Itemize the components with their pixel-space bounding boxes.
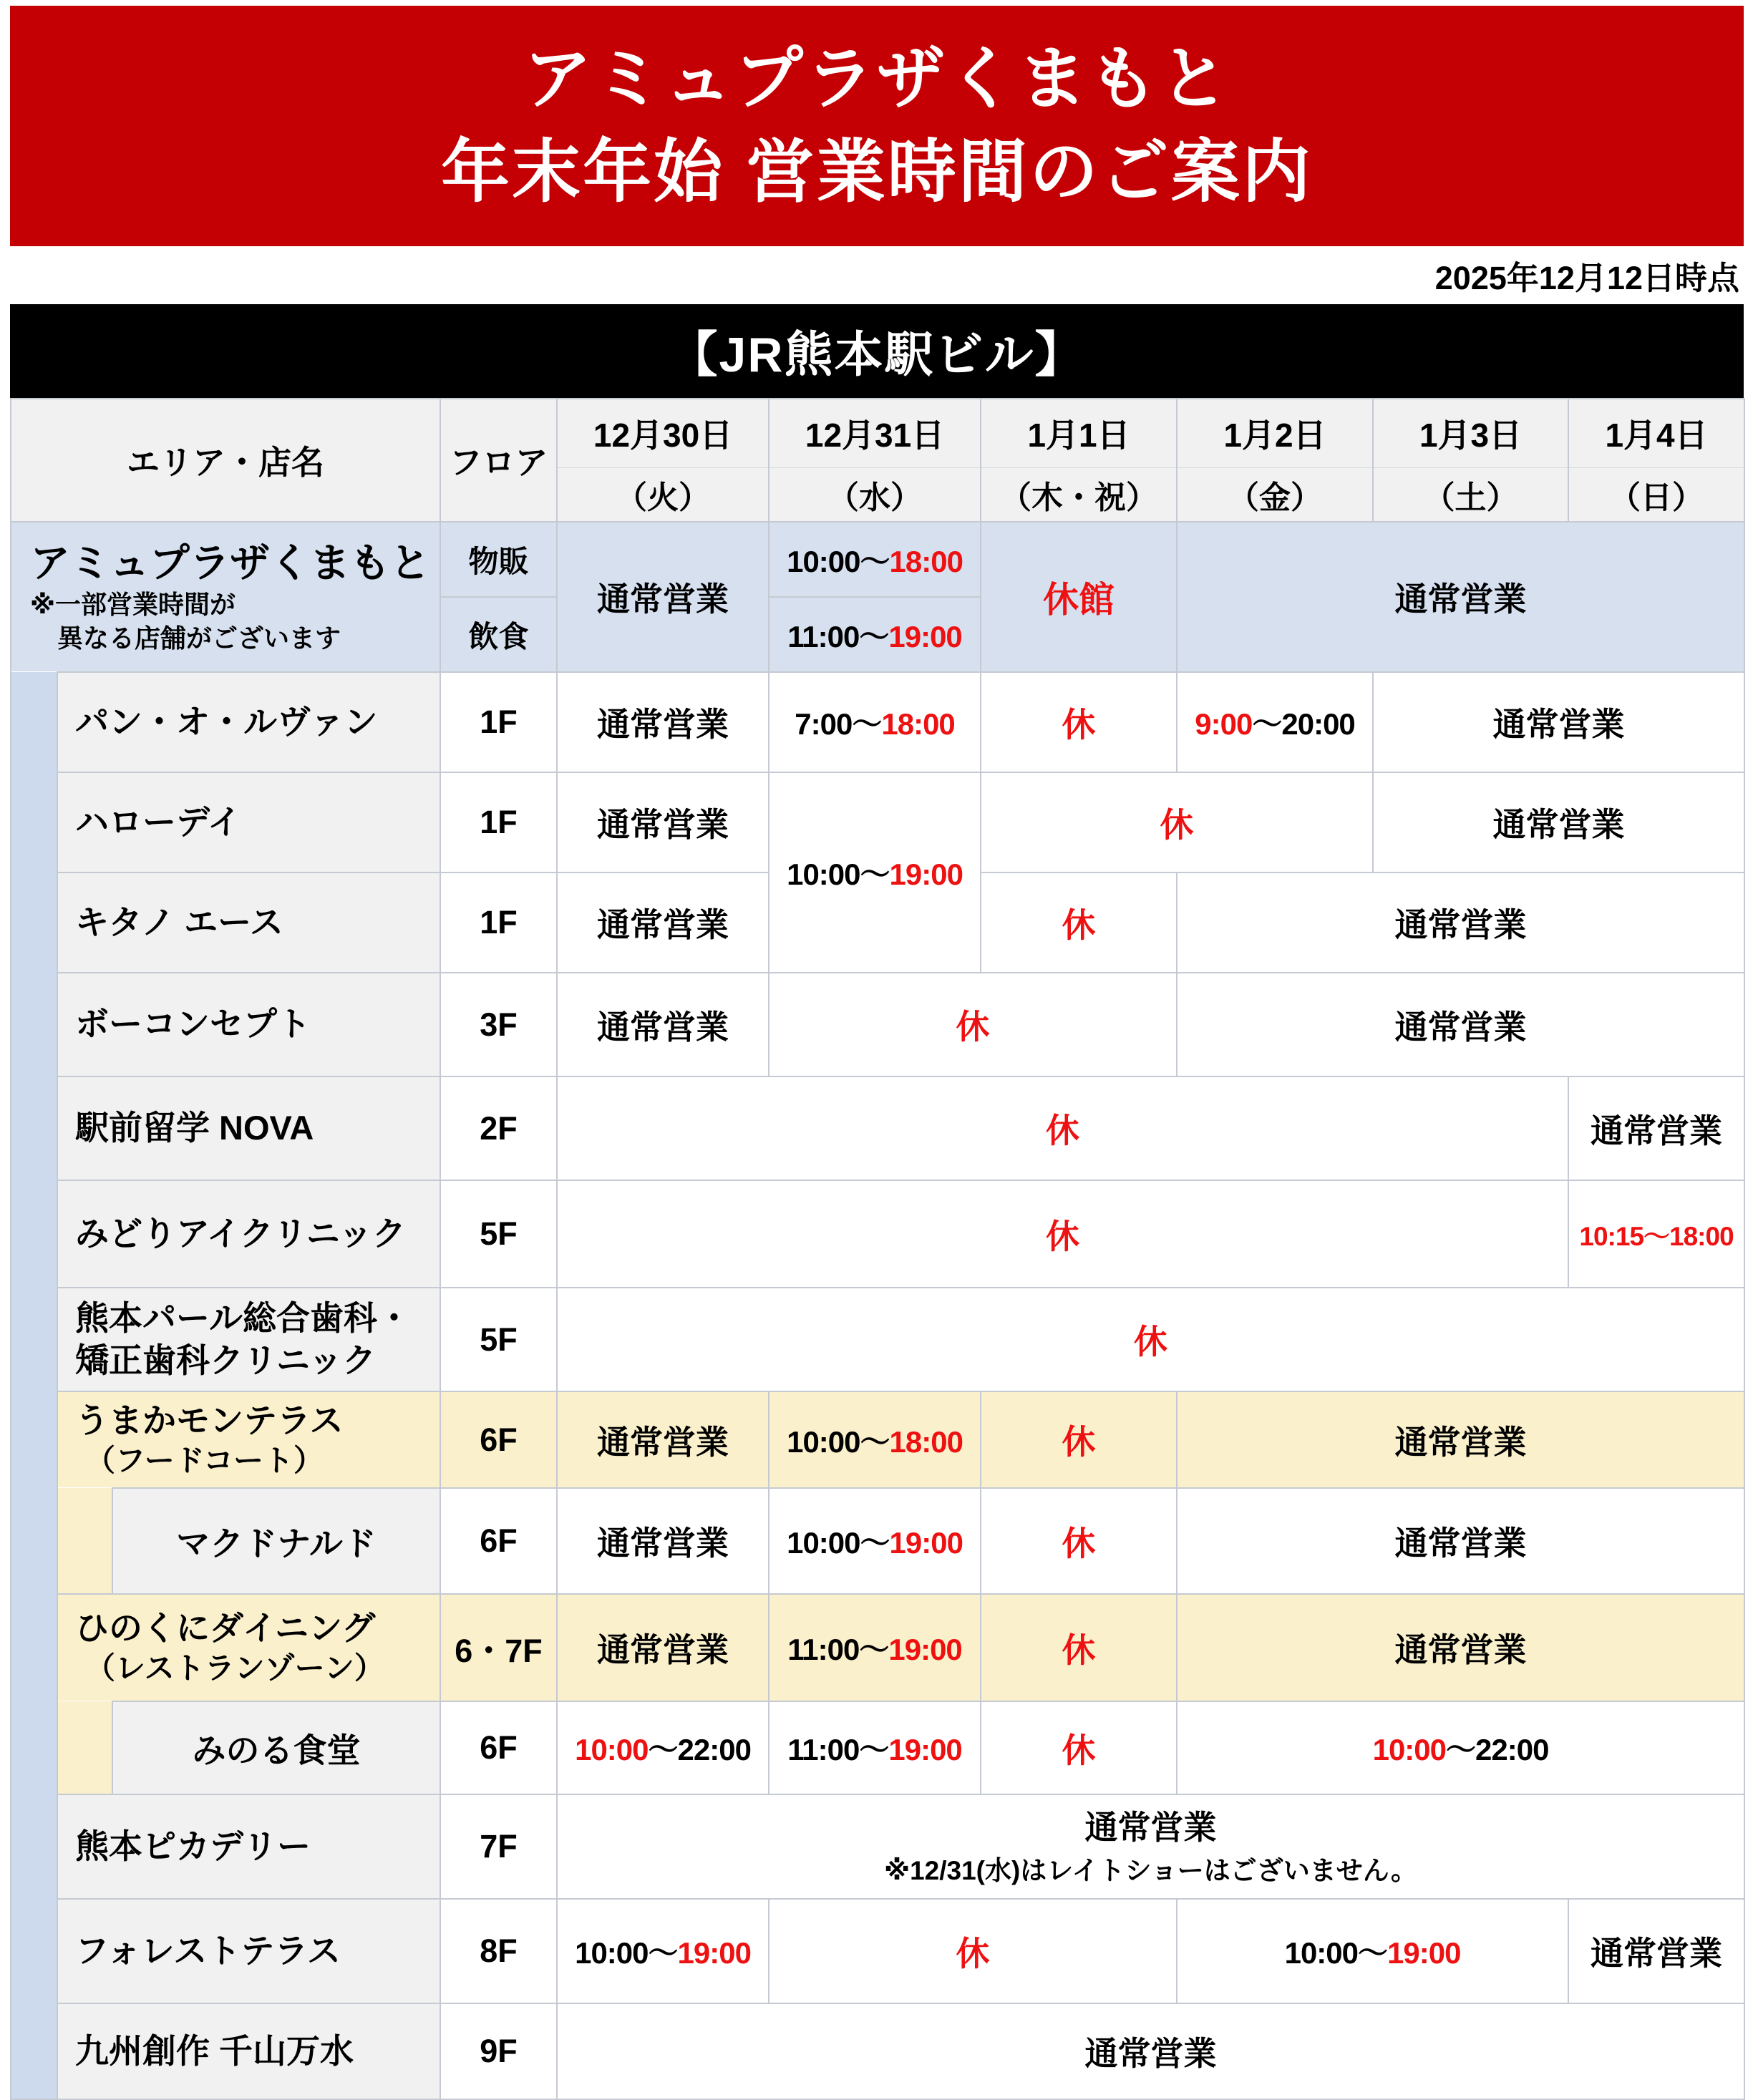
store-name-sub: （レストランゾーン） <box>85 1651 384 1686</box>
title-banner <box>10 6 1744 246</box>
halloday-jan3-4: 通常営業 <box>1373 772 1744 872</box>
nova-dec30-jan3-closed: 休 <box>557 1076 1568 1180</box>
amu-floor-retail: 物販 <box>440 522 557 597</box>
table-row <box>11 1794 1744 1899</box>
banner-title-line1: アミュプラザくまもと <box>523 41 1231 117</box>
time-end: 19:00 <box>888 1733 962 1766</box>
store-name-sub: （フードコート） <box>85 1443 324 1477</box>
floor-kumamoto-pearl-dental: 5F <box>440 1288 557 1391</box>
store-name-kumamoto-pearl-dental <box>57 1288 440 1391</box>
time-tilde: 〜 <box>648 1733 678 1766</box>
time-end: 18:00 <box>889 1424 963 1459</box>
store-name-nova: 駅前留学 NOVA <box>57 1076 440 1180</box>
col-header-dow-0104: （日） <box>1568 467 1744 522</box>
nova-jan4: 通常営業 <box>1568 1076 1744 1180</box>
store-name-halloday: ハローデイ <box>57 772 440 872</box>
pain-au-levain-jan3-4: 通常営業 <box>1373 672 1744 772</box>
hinokuni-dec30: 通常営業 <box>557 1594 769 1701</box>
store-name-midori-eye-clinic: みどりアイクリニック <box>57 1180 440 1288</box>
time-end: 18:00 <box>881 707 955 741</box>
section-title-bar <box>10 304 1744 398</box>
table-row <box>11 1180 1744 1288</box>
amu-dec31-retail <box>769 522 981 597</box>
minoru-dec30 <box>557 1701 769 1794</box>
floor-mcdonalds: 6F <box>440 1488 557 1594</box>
hinokuni-group-indent-strip <box>57 1701 112 1794</box>
mcdonalds-jan1-closed: 休 <box>981 1488 1177 1594</box>
time-end: 19:00 <box>1387 1936 1461 1970</box>
store-name-umakamon-terrace <box>57 1391 440 1488</box>
time-tilde: 〜 <box>852 707 882 741</box>
time-end: 19:00 <box>888 619 962 653</box>
mcdonalds-dec31 <box>769 1488 981 1594</box>
col-header-dow-0102: （金） <box>1177 467 1373 522</box>
amu-plaza-note <box>30 588 440 656</box>
umakamon-dec31 <box>769 1391 981 1488</box>
time-tilde: 〜 <box>859 619 889 653</box>
store-name-hinokuni-dining <box>57 1594 440 1701</box>
col-header-date-0103: 1月3日 <box>1373 399 1568 467</box>
kitano-ace-jan1-closed: 休 <box>981 872 1177 973</box>
umakamon-group-indent-strip <box>57 1488 112 1594</box>
table-row <box>11 772 1744 872</box>
amu-note-line2: 異なる店舗がございます <box>57 623 341 653</box>
table-row <box>11 1701 1744 1794</box>
store-name-kumamoto-piccadilly: 熊本ピカデリー <box>57 1794 440 1899</box>
table-row <box>11 973 1744 1076</box>
floor-umakamon-terrace: 6F <box>440 1391 557 1488</box>
kitano-ace-dec30: 通常営業 <box>557 872 769 973</box>
time-start: 7:00 <box>795 707 853 741</box>
store-name-line1: うまかモンテラス <box>75 1401 344 1439</box>
mcdonalds-jan2-4: 通常営業 <box>1177 1488 1744 1594</box>
time-tilde: 〜 <box>860 1526 890 1560</box>
umakamon-dec30: 通常営業 <box>557 1391 769 1488</box>
halloday-jan1-2-closed: 休 <box>981 772 1373 872</box>
col-header-date-0102: 1月2日 <box>1177 399 1373 467</box>
halloday-kitano-dec31-shared <box>769 772 981 973</box>
midori-dec30-jan3-closed: 休 <box>557 1180 1568 1288</box>
time-end: 22:00 <box>677 1733 751 1766</box>
col-header-dow-1230: （火） <box>557 467 769 522</box>
time-start: 11:00 <box>787 1633 860 1666</box>
piccadilly-note: ※12/31(水)はレイトショーはございません。 <box>884 1855 1417 1885</box>
time-tilde: 〜 <box>860 1424 890 1459</box>
time-start: 9:00 <box>1195 707 1253 741</box>
table-row <box>11 2003 1744 2099</box>
time-start: 10:00 <box>787 544 860 578</box>
time-start: 11:00 <box>787 1733 860 1766</box>
store-name-line2: 矯正歯科クリニック <box>75 1341 377 1379</box>
amu-dec30: 通常営業 <box>557 522 769 672</box>
amu-group-indent-strip <box>11 672 57 2099</box>
pain-au-levain-dec31 <box>769 672 981 772</box>
time-tilde: 〜 <box>1446 1733 1476 1766</box>
store-name-senzanbansui: 九州創作 千山万水 <box>57 2003 440 2099</box>
time-tilde: 〜 <box>859 1633 889 1666</box>
kitano-ace-jan2-4: 通常営業 <box>1177 872 1744 973</box>
col-header-dow-0103: （土） <box>1373 467 1568 522</box>
table-row <box>11 1391 1744 1488</box>
store-name-mcdonalds: マクドナルド <box>112 1488 440 1594</box>
banner-title-line2: 年末年始 営業時間のご案内 <box>441 134 1313 210</box>
boconcept-dec30: 通常営業 <box>557 973 769 1076</box>
amu-plaza-row-name <box>11 522 440 672</box>
time-tilde: 〜 <box>859 1733 889 1766</box>
floor-senzanbansui: 9F <box>440 2003 557 2099</box>
mcdonalds-dec30: 通常営業 <box>557 1488 769 1594</box>
time-tilde: 〜 <box>860 857 890 891</box>
minoru-jan2-4 <box>1177 1701 1744 1794</box>
pain-au-levain-dec30: 通常営業 <box>557 672 769 772</box>
amu-jan2-4: 通常営業 <box>1177 522 1744 672</box>
halloday-dec30: 通常営業 <box>557 772 769 872</box>
col-header-area: エリア・店名 <box>11 399 440 522</box>
hinokuni-jan1-closed: 休 <box>981 1594 1177 1701</box>
senzanbansui-all-days: 通常営業 <box>557 2003 1744 2099</box>
col-header-date-1231: 12月31日 <box>769 399 981 467</box>
forest-dec30 <box>557 1899 769 2003</box>
time-end: 22:00 <box>1475 1733 1549 1766</box>
time-end: 18:00 <box>889 544 963 578</box>
floor-hinokuni-dining: 6・7F <box>440 1594 557 1701</box>
floor-nova: 2F <box>440 1076 557 1180</box>
table-row <box>11 1594 1744 1701</box>
table-row <box>11 1899 1744 2003</box>
time-end: 19:00 <box>889 1526 963 1560</box>
time-tilde: 〜 <box>1358 1936 1388 1970</box>
forest-dec31-jan1-closed: 休 <box>769 1899 1177 2003</box>
time-end: 20:00 <box>1281 707 1355 741</box>
boconcept-jan2-4: 通常営業 <box>1177 973 1744 1076</box>
time-start: 10:00 <box>787 1424 860 1459</box>
table-row <box>11 1076 1744 1180</box>
as-of-date: 2025年12月12日時点 <box>1434 260 1739 296</box>
col-header-date-0101: 1月1日 <box>981 399 1177 467</box>
amu-note-line1: ※一部営業時間が <box>30 590 235 620</box>
time-start: 10:00 <box>575 1936 649 1970</box>
amu-plaza-name: アミュプラザくまもと <box>30 540 430 586</box>
store-name-minoru-shokudo: みのる食堂 <box>112 1701 440 1794</box>
time-end: 19:00 <box>677 1936 751 1970</box>
table-row <box>11 1488 1744 1594</box>
umakamon-jan1-closed: 休 <box>981 1391 1177 1488</box>
time-tilde: 〜 <box>1252 707 1282 741</box>
midori-jan4: 10:15〜18:00 <box>1568 1180 1744 1288</box>
time-tilde: 〜 <box>860 544 890 578</box>
hours-table <box>10 398 1745 2100</box>
piccadilly-status: 通常営業 <box>1084 1808 1217 1846</box>
umakamon-jan2-4: 通常営業 <box>1177 1391 1744 1488</box>
floor-kumamoto-piccadilly: 7F <box>440 1794 557 1899</box>
col-header-dow-0101: （木・祝） <box>981 467 1177 522</box>
amu-dec31-dining <box>769 597 981 672</box>
col-header-dow-1231: （水） <box>769 467 981 522</box>
table-row <box>11 672 1744 772</box>
time-start: 10:00 <box>787 1526 860 1560</box>
col-header-date-1230: 12月30日 <box>557 399 769 467</box>
time-start: 10:00 <box>1372 1733 1447 1766</box>
time-start: 10:00 <box>575 1733 649 1766</box>
floor-forest-terrace: 8F <box>440 1899 557 2003</box>
floor-boconcept: 3F <box>440 973 557 1076</box>
time-tilde: 〜 <box>648 1936 678 1970</box>
time-start: 10:00 <box>787 857 860 891</box>
amu-floor-dining: 飲食 <box>440 597 557 672</box>
forest-jan2-3 <box>1177 1899 1568 2003</box>
time-start: 10:00 <box>1284 1936 1359 1970</box>
store-name-pain-au-levain: パン・オ・ルヴァン <box>57 672 440 772</box>
hinokuni-jan2-4: 通常営業 <box>1177 1594 1744 1701</box>
table-row <box>11 1288 1744 1391</box>
section-title: 【JR熊本駅ビル】 <box>669 328 1085 382</box>
store-name-boconcept: ボーコンセプト <box>57 973 440 1076</box>
minoru-jan1-closed: 休 <box>981 1701 1177 1794</box>
amu-jan1-closed: 休館 <box>981 522 1177 672</box>
hinokuni-dec31 <box>769 1594 981 1701</box>
col-header-date-0104: 1月4日 <box>1568 399 1744 467</box>
floor-minoru-shokudo: 6F <box>440 1701 557 1794</box>
time-end: 19:00 <box>889 857 963 891</box>
forest-jan4: 通常営業 <box>1568 1899 1744 2003</box>
store-name-forest-terrace: フォレストテラス <box>57 1899 440 2003</box>
pain-au-levain-jan1-closed: 休 <box>981 672 1177 772</box>
piccadilly-all-days <box>557 1794 1744 1899</box>
col-header-floor: フロア <box>440 399 557 522</box>
floor-midori-eye-clinic: 5F <box>440 1180 557 1288</box>
pearl-dental-dec30-jan4-closed: 休 <box>557 1288 1744 1391</box>
boconcept-dec31-jan1-closed: 休 <box>769 973 1177 1076</box>
store-name-line1: ひのくにダイニング <box>75 1609 376 1648</box>
minoru-dec31 <box>769 1701 981 1794</box>
pain-au-levain-jan2 <box>1177 672 1373 772</box>
time-end: 19:00 <box>888 1633 962 1666</box>
store-name-line1: 熊本パール総合歯科・ <box>75 1298 412 1337</box>
floor-pain-au-levain: 1F <box>440 672 557 772</box>
time-start: 11:00 <box>787 619 860 653</box>
floor-halloday: 1F <box>440 772 557 872</box>
store-name-kitano-ace: キタノ エース <box>57 872 440 973</box>
floor-kitano-ace: 1F <box>440 872 557 973</box>
